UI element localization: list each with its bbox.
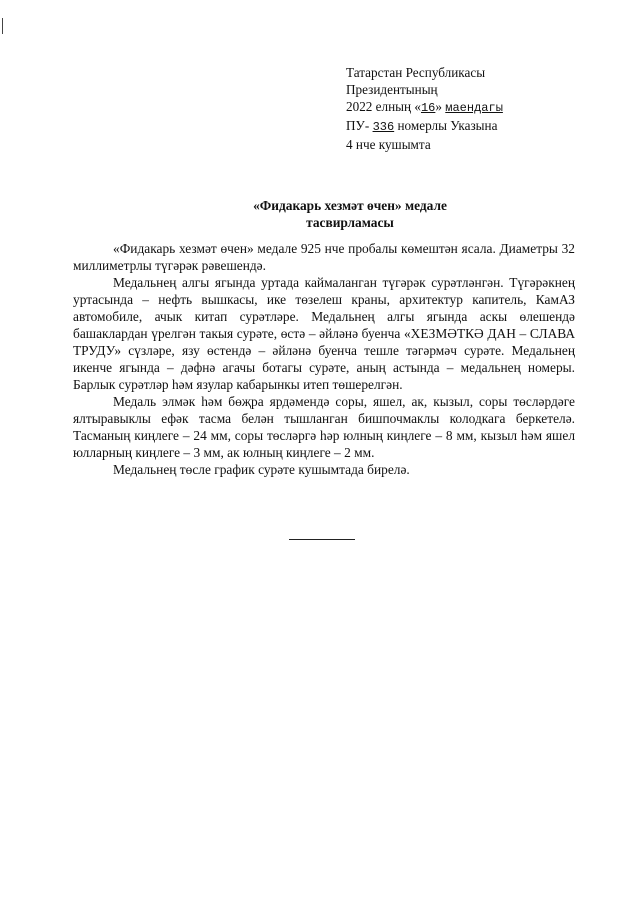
decree-prefix: ПУ- (346, 118, 373, 133)
document-body (73, 240, 575, 478)
date-prefix: 2022 елның « (346, 99, 421, 114)
page-edge-mark (2, 18, 3, 34)
decree-reference-block (346, 64, 503, 153)
header-line-republic: Татарстан Республикасы (346, 65, 486, 80)
date-month: маендагы (445, 101, 503, 115)
header-line-date (346, 98, 503, 117)
header-line-decree-number (346, 117, 503, 136)
date-day: 16 (420, 101, 436, 115)
title-line-2: тасвирламасы (306, 215, 394, 230)
decree-number: 336 (372, 120, 395, 134)
date-mid: » (435, 99, 446, 114)
document-title (60, 197, 640, 231)
paragraph-obverse-reverse: Медальнең алгы ягында уртада каймаланган түгәрәк сурәтләнгән. Түгәрәкнең уртасында – нефть вышкасы, ике төзелеш краны, архитектур капитель, КамАЗ автомобиле, ачык китап сурәтләре. Медальнең алгы ягында аскы өлешендә башаклардан үрелгән такыя сурәте, өстә – әйләнә буенча «ХЕЗМӘТКӘ ДАН – СЛАВА ТРУДУ» сүзләре, язу өстендә – әйләнә буенча тешле тәгәрмәч сурәте. Медальнең икенче ягында – дәфнә агачы ботагы сурәте, аның астында – медальнең номеры. Барлык сурәтләр һәм язулар кабарынкы итеп төшерелгән. (73, 275, 575, 392)
paragraph-appendix-note: Медальнең төсле график сурәте кушымтада бирелә. (113, 462, 410, 477)
decree-suffix: номерлы Указына (394, 118, 498, 133)
title-line-1: «Фидакарь хезмәт өчен» медале (253, 198, 447, 213)
paragraph-material: «Фидакарь хезмәт өчен» медале 925 нче пробалы көмештән ясала. Диаметры 32 миллиметрлы түгәрәк рәвешендә. (73, 241, 575, 273)
header-line-president: Президентының (346, 82, 438, 97)
end-divider (289, 539, 355, 540)
header-line-appendix: 4 нче кушымта (346, 137, 431, 152)
paragraph-ribbon: Медаль элмәк һәм бөҗра ярдәмендә соры, яшел, ак, кызыл, соры төсләрдәге ялтыравыклы ефәк тасма белән тышланган бишпочмаклы колодкага беркетелә. Тасманың киңлеге – 24 мм, соры төсләргә һәр юлның киңлеге – 8 мм, кызыл һәм яшел юлларның киңлеге – 3 мм, ак юлның киңлеге – 2 мм. (73, 394, 575, 460)
